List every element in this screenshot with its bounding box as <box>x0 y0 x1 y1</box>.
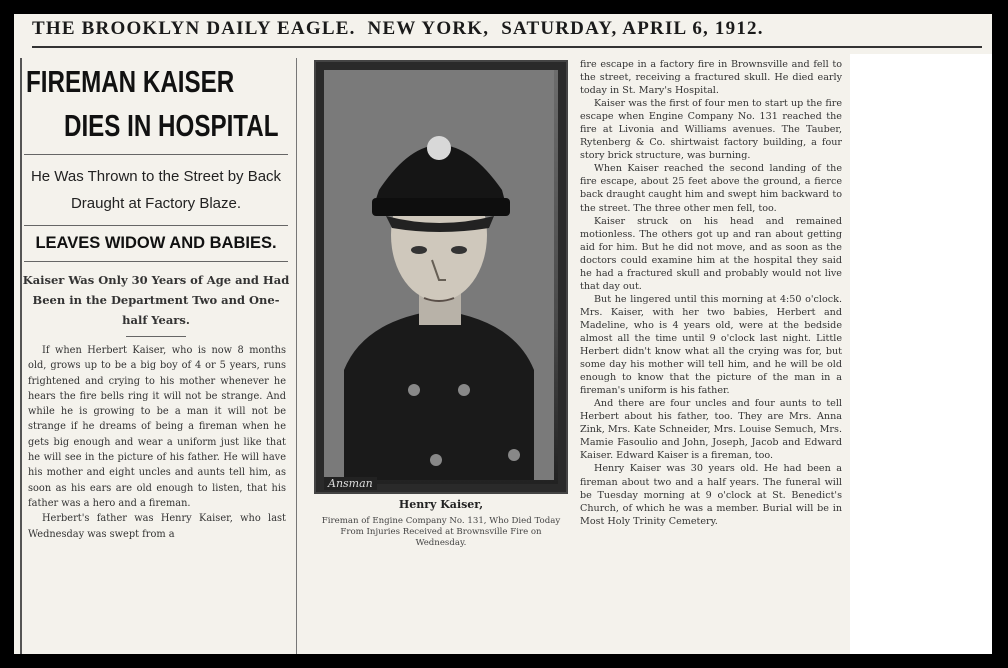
headline-line-2: DIES IN HOSPITAL <box>64 108 279 143</box>
photo-credit: Ansman <box>324 477 377 490</box>
masthead <box>32 18 982 48</box>
article-right-column <box>580 58 842 528</box>
article-left-column <box>20 58 292 542</box>
blank-margin <box>850 54 992 654</box>
headline-divider <box>24 154 288 155</box>
body-paragraph: Henry Kaiser was 30 years old. He had been a fireman about two and a half years. The funeral will be Tuesday morning at 9 o'clock at St. Benedict's Church, of which he was a member. Burial will be in Most Holy Trinity Cemetery. <box>580 463 842 527</box>
body-paragraph: When Kaiser reached the second landing of the fire escape, about 25 feet above the ground, a fierce back draught caught him and swept him backward to the street. The three other men fell, too. <box>580 163 842 214</box>
column-rule <box>296 58 297 654</box>
body-paragraph: fire escape in a factory fire in Brownsville and fell to the street, receiving a fractured skull. He died early today in St. Mary's Hospital. <box>580 59 842 97</box>
newspaper-page <box>14 14 992 654</box>
portrait-image <box>324 70 558 484</box>
deck-divider <box>24 225 288 226</box>
deck-summary: Kaiser Was Only 30 Years of Age and Had Been in the Department Two and One-half Years. <box>22 273 290 327</box>
deck-bold-subheadline: LEAVES WIDOW AND BABIES. <box>35 234 277 252</box>
body-paragraph: Herbert's father was Henry Kaiser, who last Wednesday was swept from a <box>28 513 286 540</box>
deck-subheadline: He Was Thrown to the Street by Back Draught at Factory Blaze. <box>30 168 282 212</box>
body-paragraph: Kaiser struck on his head and remained motionless. The others got up and ran about getting aid for him. But he did not move, and as soon as the doctors could examine him at the hospital they said he had a fractured skull and probably would not live that day out. <box>580 215 842 292</box>
portrait-photo <box>314 60 568 494</box>
body-paragraph: But he lingered until this morning at 4:50 o'clock. Mrs. Kaiser, with her two babies, Herbert and Madeline, who is 4 years old, were at the bedside almost all the time until 9 o'clock last night. Little Herbert didn't know what all the crying was for, but some day his mother will tell him, and he will be old enough to know that the picture of the man in a fireman's uniform is his father. <box>580 293 842 397</box>
photo-caption-name: Henry Kaiser, <box>398 498 484 511</box>
masthead-place: NEW YORK, <box>367 18 490 39</box>
headline-line-1: FIREMAN KAISER <box>26 64 235 99</box>
masthead-paper-name: THE BROOKLYN DAILY EAGLE. <box>32 18 356 39</box>
body-paragraph: And there are four uncles and four aunts to tell Herbert about his father, too. They are Mrs. Anna Zink, Mrs. Kate Schneider, Mrs. Louise Semuch, Mrs. Mamie Fasoulio and John, Joseph, Jacob and Edward Kaiser. Edward Kaiser is a fireman, too. <box>580 398 842 462</box>
article-body-left <box>28 343 286 542</box>
body-paragraph: Kaiser was the first of four men to start up the fire escape when Engine Company No. 131 reached the fire at Livonia and Williams avenues. The Tauber, Rytenberg & Co. shirtwaist factory building, a four story brick structure, was burning. <box>580 98 842 162</box>
body-paragraph: If when Herbert Kaiser, who is now 8 months old, grows up to be a big boy of 4 or 5 years, runs frightened and crying to his mother whenever he hears the fire bells ring it will not be strange. And while he is growing to be a man it will not be strange if he dreams of being a fireman when he gets big enough and wear a uniform just like that he will see in the picture of his father. He will have his mother and eight uncles and aunts tell him, as soon as his ears are old enough to listen, that his father was a hero and a fireman. <box>28 345 286 509</box>
short-divider <box>126 336 186 337</box>
article-body-right <box>580 58 842 528</box>
photo-caption-text: Fireman of Engine Company No. 131, Who Died Today From Injuries Received at Brownsville Fire on Wednesday. <box>321 516 561 548</box>
deck-divider <box>24 261 288 262</box>
masthead-date: SATURDAY, APRIL 6, 1912. <box>501 18 764 39</box>
fireman-portrait-illustration <box>324 70 554 480</box>
